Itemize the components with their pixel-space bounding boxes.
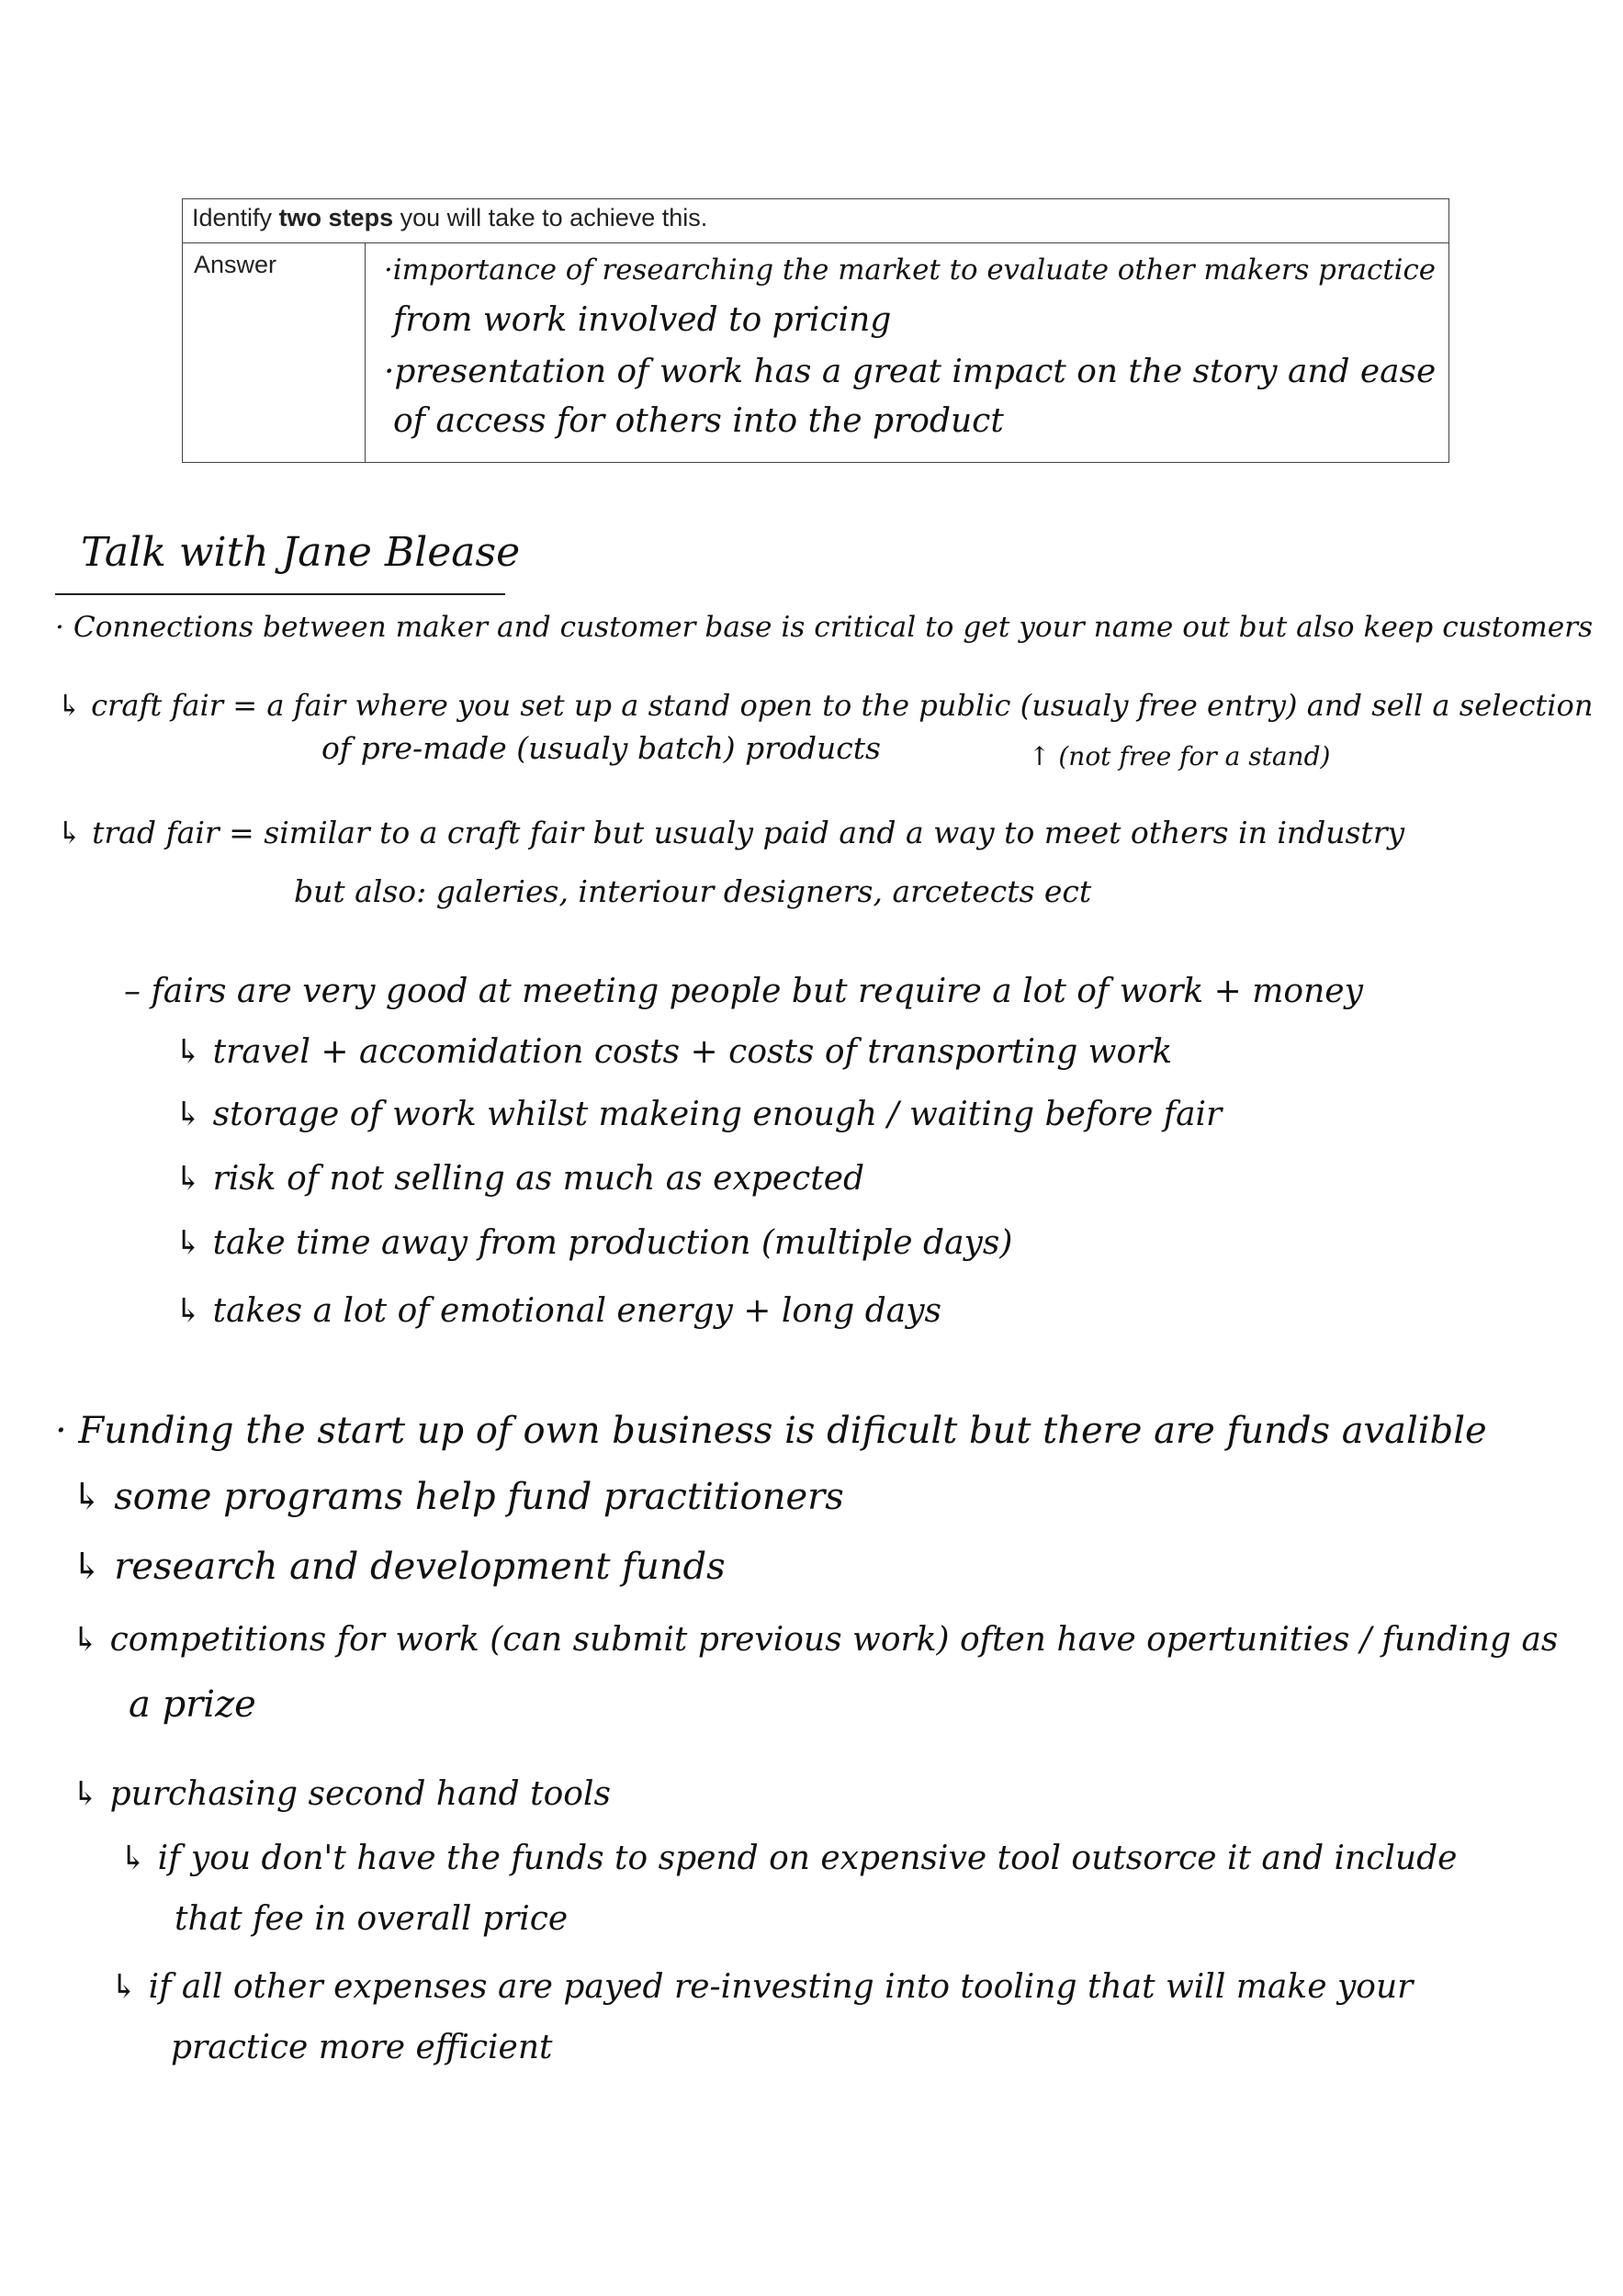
prompt-text-end: you will take to achieve this. <box>393 204 708 231</box>
note-line: ↳ risk of not selling as much as expected <box>175 1160 865 1198</box>
prompt-text-bold: two steps <box>278 204 394 231</box>
note-line: ↳ craft fair = a fair where you set up a stand open to the public (usualy free entry) and sell a selection <box>57 688 1594 723</box>
note-line: of pre-made (usualy batch) products <box>321 730 881 766</box>
note-line: ↳ purchasing second hand tools <box>72 1775 611 1813</box>
answer-label: Answer <box>183 243 366 463</box>
answer-line: of access for others into the product <box>393 402 1004 440</box>
prompt-text-start: Identify <box>192 204 279 231</box>
note-line: · Connections between maker and customer base is critical to get your name out but also keep customers <box>55 611 1594 644</box>
note-line: ↳ if all other expenses are payed re-investing into tooling that will make your <box>110 1968 1414 2006</box>
note-line: ↑ (not free for a stand) <box>1029 741 1331 771</box>
note-line: a prize <box>129 1683 256 1726</box>
answer-line: from work involved to pricing <box>393 301 892 339</box>
note-line: ↳ research and development funds <box>72 1546 726 1588</box>
note-line: ↳ takes a lot of emotional energy + long days <box>175 1292 942 1330</box>
notes-heading: Talk with Jane Blease <box>81 529 521 576</box>
note-line: ↳ take time away from production (multiple days) <box>175 1224 1013 1262</box>
note-line: that fee in overall price <box>175 1900 569 1938</box>
answer-line: ·importance of researching the market to evaluate other makers practice <box>384 253 1436 287</box>
question-prompt <box>183 199 1449 243</box>
note-line: ↳ some programs help fund practitioners <box>72 1476 844 1518</box>
answer-field[interactable] <box>366 243 1449 463</box>
note-line: ↳ storage of work whilst makeing enough / waiting before fair <box>175 1096 1223 1133</box>
note-line: ↳ travel + accomidation costs + costs of transporting work <box>175 1033 1173 1071</box>
note-line: – fairs are very good at meeting people but require a lot of work + money <box>124 973 1363 1010</box>
heading-underline <box>55 593 505 595</box>
note-line: ↳ if you don't have the funds to spend on expensive tool outsorce it and include <box>119 1840 1458 1877</box>
note-line: · Funding the start up of own business is dificult but there are funds avalible <box>55 1410 1487 1452</box>
note-line: practice more efficient <box>171 2029 553 2066</box>
note-line: but also: galeries, interiour designers, arcetects ect <box>294 873 1092 909</box>
question-table <box>182 198 1449 463</box>
note-line: ↳ trad fair = similar to a craft fair but usualy paid and a way to meet others in industry <box>57 815 1405 850</box>
answer-line: ·presentation of work has a great impact on the story and ease <box>384 353 1437 390</box>
note-line: ↳ competitions for work (can submit previous work) often have opertunities / funding as <box>72 1621 1559 1659</box>
